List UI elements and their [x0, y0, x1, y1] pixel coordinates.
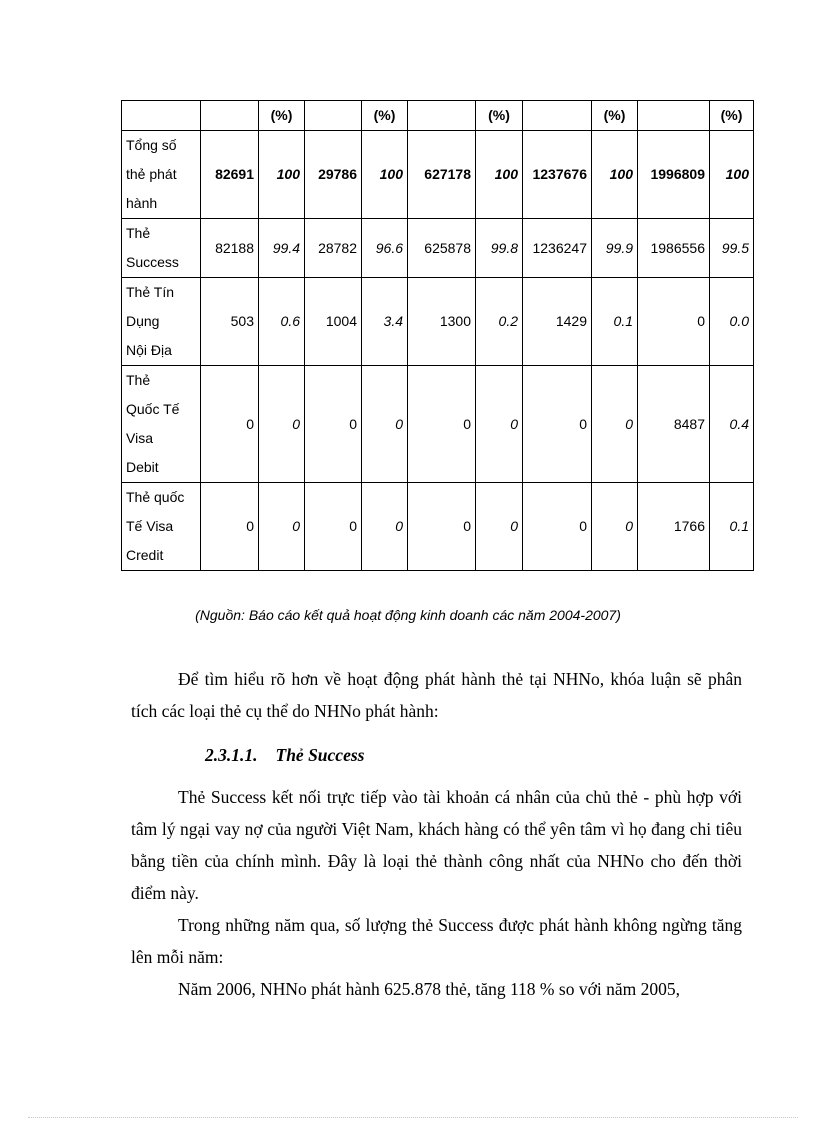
percent-cell: 0.1: [592, 278, 638, 366]
table-row: [122, 219, 754, 278]
count-cell: 1237676: [523, 131, 592, 219]
count-cell: 0: [201, 483, 259, 571]
row-label-line: Nội Địa: [126, 342, 172, 358]
row-label-line: Tổng số: [126, 137, 177, 153]
percent-cell: 0.1: [710, 483, 754, 571]
header-cell-empty: [408, 101, 476, 131]
row-label: [122, 278, 201, 366]
percent-cell: 3.4: [362, 278, 408, 366]
section-heading: [205, 745, 364, 766]
count-cell: 82691: [201, 131, 259, 219]
row-label: [122, 131, 201, 219]
header-percent: (%): [710, 101, 754, 131]
count-cell: 8487: [638, 366, 710, 483]
row-label-line: Thẻ Tín: [126, 284, 174, 300]
count-cell: 29786: [305, 131, 362, 219]
row-label: [122, 483, 201, 571]
percent-cell: 0: [362, 483, 408, 571]
header-cell-empty: [201, 101, 259, 131]
percent-cell: 0: [592, 483, 638, 571]
row-label-line: Quốc Tế: [126, 401, 180, 417]
count-cell: 627178: [408, 131, 476, 219]
percent-cell: 99.8: [476, 219, 523, 278]
row-label-line: Visa: [126, 430, 153, 446]
row-label-line: Tế Visa: [126, 518, 174, 534]
count-cell: 503: [201, 278, 259, 366]
count-cell: 0: [408, 366, 476, 483]
table-row: [122, 278, 754, 366]
percent-cell: 100: [259, 131, 305, 219]
percent-cell: 0: [592, 366, 638, 483]
row-label-line: Dụng: [126, 313, 160, 329]
row-label-line: Debit: [126, 459, 159, 475]
section-title: Thẻ Success: [275, 745, 365, 765]
percent-cell: 100: [362, 131, 408, 219]
header-percent: (%): [259, 101, 305, 131]
count-cell: 0: [408, 483, 476, 571]
count-cell: 82188: [201, 219, 259, 278]
card-issuance-table: [121, 100, 754, 571]
count-cell: 1986556: [638, 219, 710, 278]
count-cell: 1004: [305, 278, 362, 366]
percent-cell: 0.4: [710, 366, 754, 483]
row-label-line: Credit: [126, 547, 164, 563]
count-cell: 0: [201, 366, 259, 483]
count-cell: 0: [523, 366, 592, 483]
paragraph-success-description: Thẻ Success kết nối trực tiếp vào tài khoản cá nhân của chủ thẻ - phù hợp với tâm lý ngại vay nợ của người Việt Nam, khách hàng có thể yên tâm vì họ đang chi tiêu bằng tiền của chính mình. Đây là loại thẻ thành công nhất của NHNo cho đến thời điểm này.: [131, 787, 742, 903]
percent-cell: 0: [259, 366, 305, 483]
count-cell: 0: [638, 278, 710, 366]
row-label-line: hành: [126, 195, 158, 211]
paragraph-growth: Trong những năm qua, số lượng thẻ Success được phát hành không ngừng tăng lên mỗi năm:: [131, 915, 742, 967]
footer-divider: [28, 1117, 798, 1118]
header-cell-empty: [122, 101, 201, 131]
percent-cell: 99.9: [592, 219, 638, 278]
header-cell-empty: [305, 101, 362, 131]
count-cell: 1766: [638, 483, 710, 571]
percent-cell: 99.4: [259, 219, 305, 278]
table-source-note: (Nguồn: Báo cáo kết quả hoạt động kinh doanh các năm 2004-2007): [195, 607, 621, 623]
header-percent: (%): [362, 101, 408, 131]
count-cell: 1996809: [638, 131, 710, 219]
count-cell: 1236247: [523, 219, 592, 278]
header-percent: (%): [476, 101, 523, 131]
percent-cell: 0: [476, 483, 523, 571]
row-label-line: Thẻ: [126, 225, 151, 241]
table-row: [122, 366, 754, 483]
percent-cell: 0.2: [476, 278, 523, 366]
header-cell-empty: [638, 101, 710, 131]
row-label: [122, 366, 201, 483]
row-label-line: Thẻ: [126, 372, 151, 388]
intro-paragraph: Để tìm hiểu rõ hơn về hoạt động phát hành thẻ tại NHNo, khóa luận sẽ phân tích các loại thẻ cụ thể do NHNo phát hành:: [131, 669, 742, 721]
count-cell: 625878: [408, 219, 476, 278]
percent-cell: 100: [592, 131, 638, 219]
count-cell: 0: [305, 483, 362, 571]
section-number: 2.3.1.1.: [205, 745, 258, 765]
header-percent: (%): [592, 101, 638, 131]
percent-cell: 100: [476, 131, 523, 219]
row-label-line: Thẻ quốc: [126, 489, 185, 505]
header-cell-empty: [523, 101, 592, 131]
percent-cell: 96.6: [362, 219, 408, 278]
table-header-row: [122, 101, 754, 131]
percent-cell: 0: [362, 366, 408, 483]
count-cell: 0: [305, 366, 362, 483]
percent-cell: 100: [710, 131, 754, 219]
table-row: [122, 483, 754, 571]
table-row: [122, 131, 754, 219]
percent-cell: 0.0: [710, 278, 754, 366]
percent-cell: 0: [476, 366, 523, 483]
count-cell: 1300: [408, 278, 476, 366]
paragraph-2006: Năm 2006, NHNo phát hành 625.878 thẻ, tăng 118 % so với năm 2005,: [178, 979, 680, 999]
row-label: [122, 219, 201, 278]
count-cell: 1429: [523, 278, 592, 366]
percent-cell: 0: [259, 483, 305, 571]
count-cell: 28782: [305, 219, 362, 278]
count-cell: 0: [523, 483, 592, 571]
row-label-line: thẻ phát: [126, 166, 177, 182]
row-label-line: Success: [126, 254, 179, 270]
percent-cell: 99.5: [710, 219, 754, 278]
percent-cell: 0.6: [259, 278, 305, 366]
